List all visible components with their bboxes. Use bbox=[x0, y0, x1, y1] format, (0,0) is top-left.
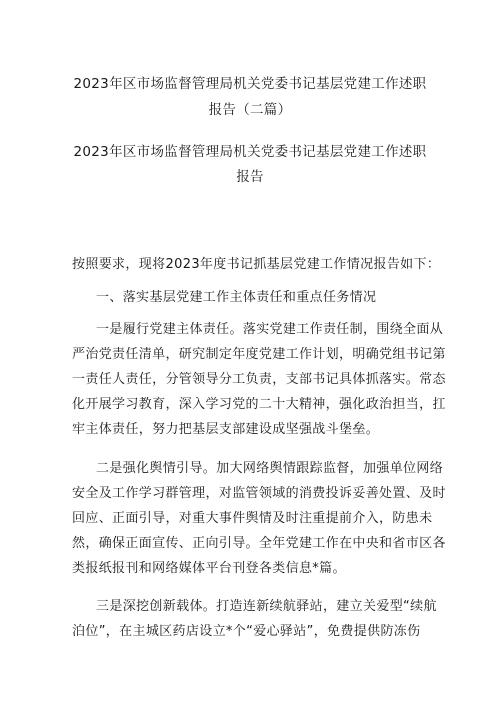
document-title-line-2: 报告（二篇） bbox=[208, 102, 292, 118]
paragraph-line: 类报纸报刊和网络媒体平台刊登各类信息*篇。 bbox=[72, 561, 346, 576]
paragraph-line: 严治党责任清单，研究制定年度党建工作计划，明确党组书记第 bbox=[72, 347, 446, 362]
paragraph-line: 一是履行党建主体责任。落实党建工作责任制，围绕全面从 bbox=[96, 322, 444, 337]
paragraph-line: 二是强化舆情引导。加大网络舆情跟踪监督，加强单位网络 bbox=[96, 461, 444, 476]
paragraph-line: 一责任人责任，分管领导分工负责，支部书记具体抓落实。常态 bbox=[72, 372, 446, 387]
paragraph-line: 然，确保正面宣传、正向引导。全年党建工作在中央和省市区各 bbox=[72, 536, 446, 551]
document-subtitle-line-1: 2023年区市场监督管理局机关党委书记基层党建工作述职 bbox=[73, 144, 427, 160]
paragraph-line: 牢主体责任，努力把基层支部建设成坚强战斗堡垒。 bbox=[72, 422, 380, 437]
paragraph-line: 回应、正面引导，对重大事件舆情及时注重提前介入，防患未 bbox=[72, 511, 433, 526]
document-title-line-1: 2023年区市场监督管理局机关党委书记基层党建工作述职 bbox=[73, 76, 427, 92]
intro-paragraph: 按照要求，现将2023年度书记抓基层党建工作情况报告如下： bbox=[72, 257, 441, 272]
section-heading: 一、落实基层党建工作主体责任和重点任务情况 bbox=[96, 290, 377, 305]
paragraph-line: 三是深挖创新载体。打造连新续航驿站，建立关爱型“续航 bbox=[96, 599, 437, 614]
paragraph-line: 泊位”，在主城区药店设立*个“爱心驿站”，免费提供防冻伤 bbox=[72, 624, 421, 639]
paragraph-line: 化开展学习教育，深入学习党的二十大精神，强化政治担当，扛 bbox=[72, 397, 446, 412]
paragraph-line: 安全及工作学习群管理，对监管领域的消费投诉妥善处置、及时 bbox=[72, 486, 446, 501]
document-subtitle-line-2: 报告 bbox=[236, 169, 264, 185]
